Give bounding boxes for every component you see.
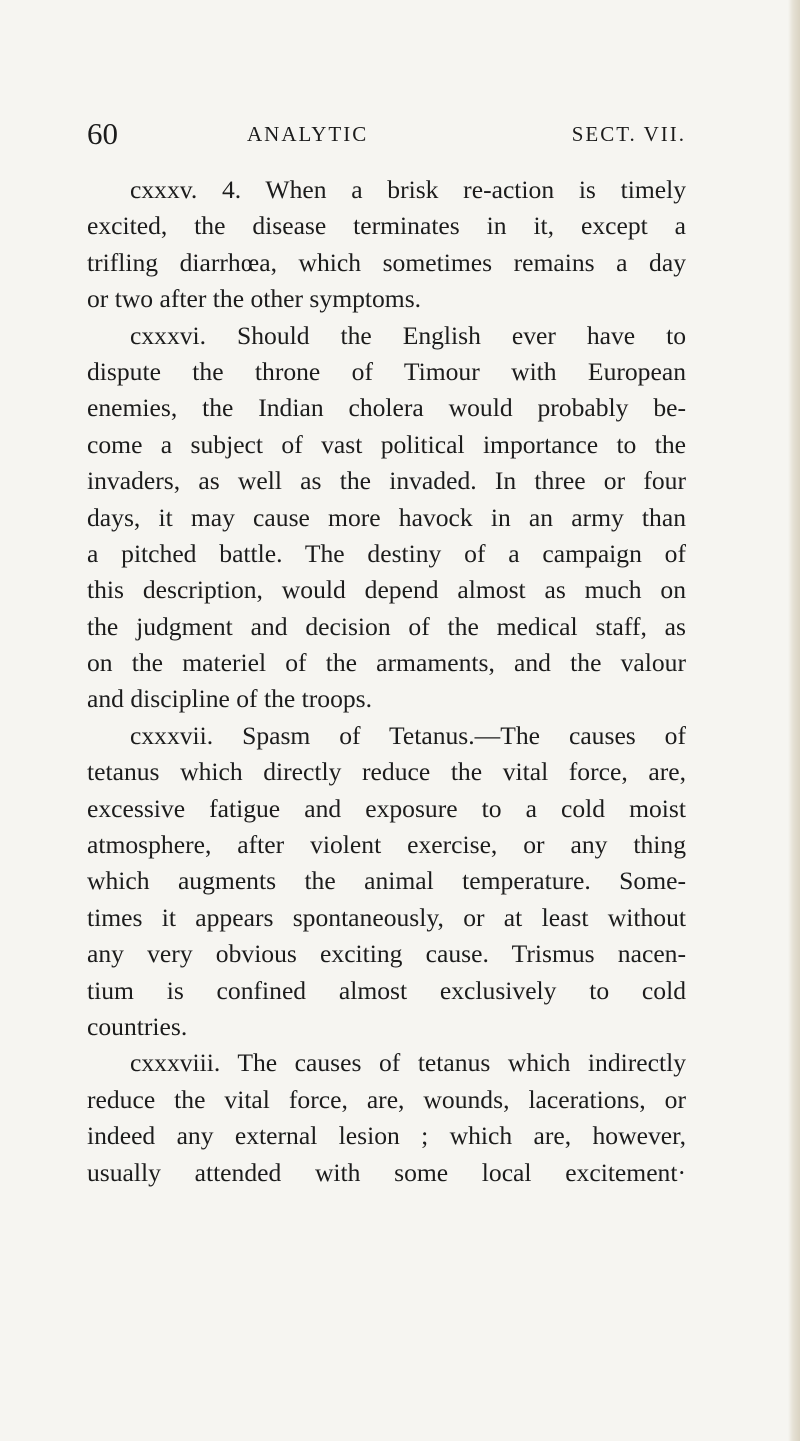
text-line: times it appears spontaneously, or at least without bbox=[87, 902, 686, 932]
text-line: enemies, the Indian cholera would probably be- bbox=[87, 393, 686, 423]
text-line: or two after the other symptoms. bbox=[87, 284, 422, 314]
text-line: cxxxvi. Should the English ever have to bbox=[130, 320, 686, 350]
text-line: on the materiel of the armaments, and the valour bbox=[87, 648, 686, 678]
text-line: come a subject of vast political importance to the bbox=[87, 429, 686, 459]
text-line: which augments the animal temperature. Some- bbox=[87, 866, 686, 896]
text-line: tium is confined almost exclusively to cold bbox=[87, 975, 686, 1005]
text-line: cxxxvii. Spasm of Tetanus.—The causes of bbox=[130, 720, 686, 750]
text-line: tetanus which directly reduce the vital force, are, bbox=[87, 757, 686, 787]
text-line: reduce the vital force, are, wounds, lacerations, or bbox=[87, 1084, 686, 1114]
text-line: cxxxviii. The causes of tetanus which indirectly bbox=[130, 1048, 686, 1078]
text-line: days, it may cause more havock in an army than bbox=[87, 502, 686, 532]
text-line: a pitched battle. The destiny of a campaign of bbox=[87, 538, 686, 568]
text-line: countries. bbox=[87, 1011, 188, 1041]
text-line: this description, would depend almost as much on bbox=[87, 575, 686, 605]
text-line: trifling diarrhœa, which sometimes remains a day bbox=[87, 247, 686, 277]
page-header bbox=[87, 114, 686, 154]
text-line: atmosphere, after violent exercise, or any thing bbox=[87, 830, 686, 860]
section-label: SECT. VII. bbox=[571, 122, 686, 146]
text-line: any very obvious exciting cause. Trismus nacen- bbox=[87, 939, 686, 969]
text-line: invaders, as well as the invaded. In three or four bbox=[87, 466, 686, 496]
page-edge bbox=[788, 0, 800, 1441]
running-title: ANALYTIC bbox=[247, 122, 369, 146]
page-number: 60 bbox=[87, 116, 118, 151]
text-line: excited, the disease terminates in it, except a bbox=[87, 211, 686, 241]
text-line: excessive fatigue and exposure to a cold moist bbox=[87, 793, 686, 823]
text-line: dispute the throne of Timour with European bbox=[87, 356, 686, 386]
text-line: cxxxv. 4. When a brisk re-action is timely bbox=[130, 175, 686, 204]
text-line: the judgment and decision of the medical staff, as bbox=[87, 611, 686, 641]
body-text bbox=[87, 172, 686, 1191]
text-line: indeed any external lesion ; which are, however, bbox=[87, 1121, 686, 1151]
text-line: usually attended with some local excitement· bbox=[87, 1157, 686, 1187]
text-line: and discipline of the troops. bbox=[87, 684, 373, 714]
